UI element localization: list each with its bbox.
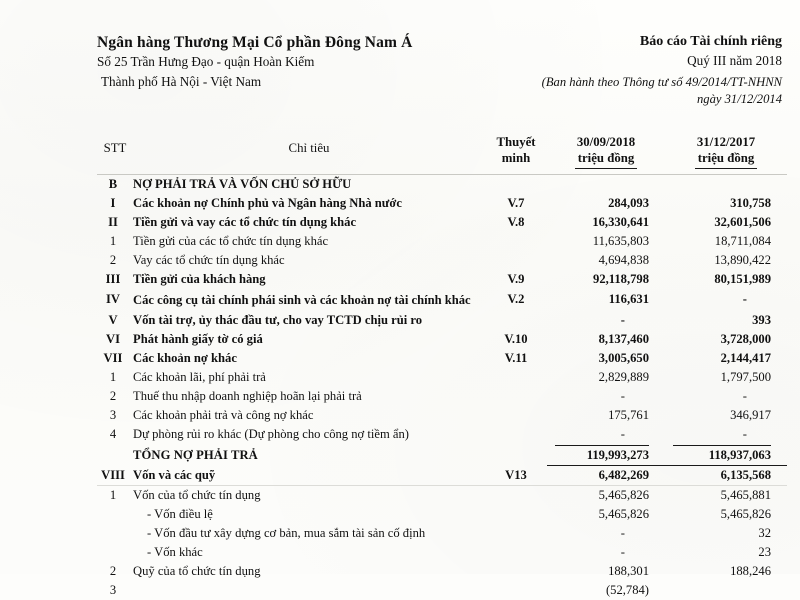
row-label: NỢ PHẢI TRẢ VÀ VỐN CHỦ SỞ HỮU [133,176,352,191]
organization-name: Ngân hàng Thương Mại Cổ phần Đông Nam Á [97,34,413,51]
row-label: - Vốn đầu tư xây dựng cơ bản, mua sắm tài sản cố định [147,526,426,541]
row-note-reference [485,425,547,444]
row-note-reference: V.2 [507,291,525,306]
row-value-previous: 5,465,881 [720,488,771,503]
row-value-previous: - [742,291,747,306]
row-value-previous: 5,465,826 [720,507,771,522]
row-value-current: - [620,313,625,328]
row-number [97,543,133,562]
row-value-previous: 310,758 [730,195,771,210]
row-value-current: 8,137,460 [598,332,649,347]
col-header-note-line1: Thuyết [496,135,536,149]
table-row [97,232,787,251]
row-value-current: 5,465,826 [598,488,649,503]
row-value-current: 119,993,273 [547,446,665,466]
row-note-reference [485,505,547,524]
row-label: Tiền gửi của khách hàng [133,271,266,286]
row-number [97,524,133,543]
row-note-reference [485,251,547,270]
organization-address-line2: Thành phố Hà Nội - Việt Nam [101,74,262,90]
table-row [97,349,787,368]
table-header-row [97,134,787,171]
row-number: VI [106,332,120,347]
row-number: 2 [109,564,117,579]
row-value-previous: 6,135,568 [665,466,787,486]
row-value-current: 16,330,641 [592,214,649,229]
row-value-current: 188,301 [608,564,649,579]
table-row [97,368,787,387]
row-value-current: 2,829,889 [598,370,649,385]
row-value-previous: 13,890,422 [714,252,771,267]
row-value-previous: 18,711,084 [714,233,771,248]
row-value-current: 5,465,826 [598,507,649,522]
row-note-reference [485,524,547,543]
col-header-period-previous [665,134,787,171]
document-header [0,33,800,113]
circular-reference-line2: ngày 31/12/2014 [696,91,782,106]
row-value-current: (52,784) [605,583,649,598]
row-note-reference [485,406,547,425]
row-number: VII [103,351,123,366]
row-label: - Vốn khác [147,545,203,560]
row-note-reference [485,562,547,581]
row-note-reference: V.7 [507,195,525,210]
row-value-current: 6,482,269 [547,466,665,486]
row-number: 1 [109,233,117,248]
col-header-date-previous: 31/12/2017 [696,135,756,149]
report-info-block [452,33,782,108]
row-value-previous [665,581,787,600]
row-number: IV [106,291,120,306]
table-row [97,466,787,486]
row-label: Thuế thu nhập doanh nghiệp hoãn lại phải trả [133,389,362,404]
row-note-reference [485,368,547,387]
row-label: Vốn và các quỹ [133,466,485,486]
row-label: Tiền gửi của các tổ chức tín dụng khác [133,233,329,248]
row-value-previous: 393 [752,313,771,328]
table-row [97,289,787,312]
row-value-previous: 346,917 [730,408,771,423]
row-label [133,581,485,600]
row-value-previous [665,174,787,194]
row-value-current: 3,005,650 [598,351,649,366]
table-head [97,134,787,174]
row-label: Vốn tài trợ, ủy thác đầu tư, cho vay TCTD chịu rủi ro [133,313,423,328]
col-header-unit-previous: triệu đồng [695,150,758,168]
row-number: II [108,214,118,229]
row-number: V [108,313,118,328]
row-label-text: Các công cụ tài chính phái sinh và các khoản nợ tài chính khác [133,292,471,307]
row-value-current: 284,093 [608,195,649,210]
row-value-current: - [620,545,625,560]
row-number: VIII [97,466,133,486]
col-header-note-line2: minh [501,151,531,166]
row-value-current: - [620,389,625,404]
row-label: Các khoản nợ khác [133,351,237,366]
row-value-previous: 2,144,417 [720,351,771,366]
row-value-previous: 23 [758,545,771,560]
table-row [97,425,787,444]
table-row [97,505,787,524]
table-row [97,581,787,600]
row-value-previous: 1,797,500 [720,370,771,385]
table-row [97,311,787,330]
financial-statement-table-wrapper [97,134,787,600]
row-number: III [105,271,121,286]
row-value-current: 92,118,798 [593,271,649,286]
row-label: Phát hành giấy tờ có giá [133,332,263,347]
row-label: Các khoản nợ Chính phủ và Ngân hàng Nhà nước [133,195,402,210]
row-note-reference [485,311,547,330]
report-title: Báo cáo Tài chính riêng [639,34,782,49]
table-body [97,174,787,600]
row-number: 2 [109,252,117,267]
row-note-reference [485,581,547,600]
row-number: 1 [109,488,117,503]
organization-block [97,33,477,92]
row-value-current [547,174,665,194]
col-header-unit-current: triệu đồng [575,150,638,168]
row-label: - Vốn điều lệ [147,507,213,522]
financial-statement-table [97,134,787,600]
row-note-reference [485,486,547,506]
table-row [97,251,787,270]
row-number: 3 [109,408,117,423]
table-row [97,330,787,349]
row-value-previous: 32 [758,526,771,541]
organization-address-line1: Số 25 Trần Hưng Đạo - quận Hoàn Kiếm [97,54,315,70]
row-label: TỔNG NỢ PHẢI TRẢ [133,448,258,463]
row-value-current: 175,761 [608,408,649,423]
table-row [97,562,787,581]
row-label: Vay các tổ chức tín dụng khác [133,252,285,267]
row-number: 3 [109,583,117,598]
row-value-current: 116,631 [608,291,649,306]
row-value-current: - [620,526,625,541]
row-value-previous: 118,937,063 [665,446,787,466]
row-label: Dự phòng rủi ro khác (Dự phòng cho công nợ tiềm ẩn) [133,427,409,442]
table-row [97,213,787,232]
table-row [97,524,787,543]
row-number: I [110,195,116,210]
row-note-reference [485,543,547,562]
row-note-reference [485,232,547,251]
col-header-indicator: Chỉ tiêu [288,141,330,155]
row-value-current: - [620,427,625,442]
row-value-previous: 3,728,000 [720,332,771,347]
row-value-current: 4,694,838 [598,252,649,267]
table-row [97,174,787,194]
row-note-reference [485,174,547,194]
row-note-reference: V.11 [504,351,528,366]
table-row [97,270,787,289]
row-label: Quỹ của tổ chức tín dụng [133,564,261,579]
row-note-reference: V.10 [504,332,528,347]
row-label: Tiền gửi và vay các tổ chức tín dụng khác [133,214,357,229]
table-row [97,387,787,406]
row-number: 4 [109,427,117,442]
row-value-previous: 188,246 [730,564,771,579]
row-label: Các khoản phải trả và công nợ khác [133,408,314,423]
report-period: Quý III năm 2018 [687,53,782,69]
col-header-date-current: 30/09/2018 [576,135,636,149]
col-header-note [485,134,547,171]
row-number: 1 [109,370,117,385]
row-value-previous: 32,601,506 [714,214,771,229]
table-row [97,194,787,213]
row-number: B [108,176,118,191]
row-value-previous: - [742,427,747,442]
row-number [97,446,133,466]
row-note-reference: V13 [485,466,547,486]
col-header-stt: STT [103,141,127,155]
circular-reference-line1: (Ban hành theo Thông tư số 49/2014/TT-NHNN [541,74,782,89]
table-row [97,486,787,506]
row-label: Vốn của tổ chức tín dụng [133,488,261,503]
row-number [97,505,133,524]
row-value-previous: - [742,389,747,404]
row-value-previous: 80,151,989 [714,271,771,286]
row-label: Các khoản lãi, phí phải trả [133,370,266,385]
col-header-period-current [547,134,665,171]
row-note-reference [485,387,547,406]
row-number: 2 [109,389,117,404]
table-row [97,406,787,425]
table-row [97,543,787,562]
row-label [133,289,485,312]
row-note-reference: V.8 [507,214,525,229]
row-note-reference [485,446,547,466]
row-note-reference: V.9 [507,271,525,286]
row-value-current: 11,635,803 [592,233,649,248]
table-row [97,446,787,466]
